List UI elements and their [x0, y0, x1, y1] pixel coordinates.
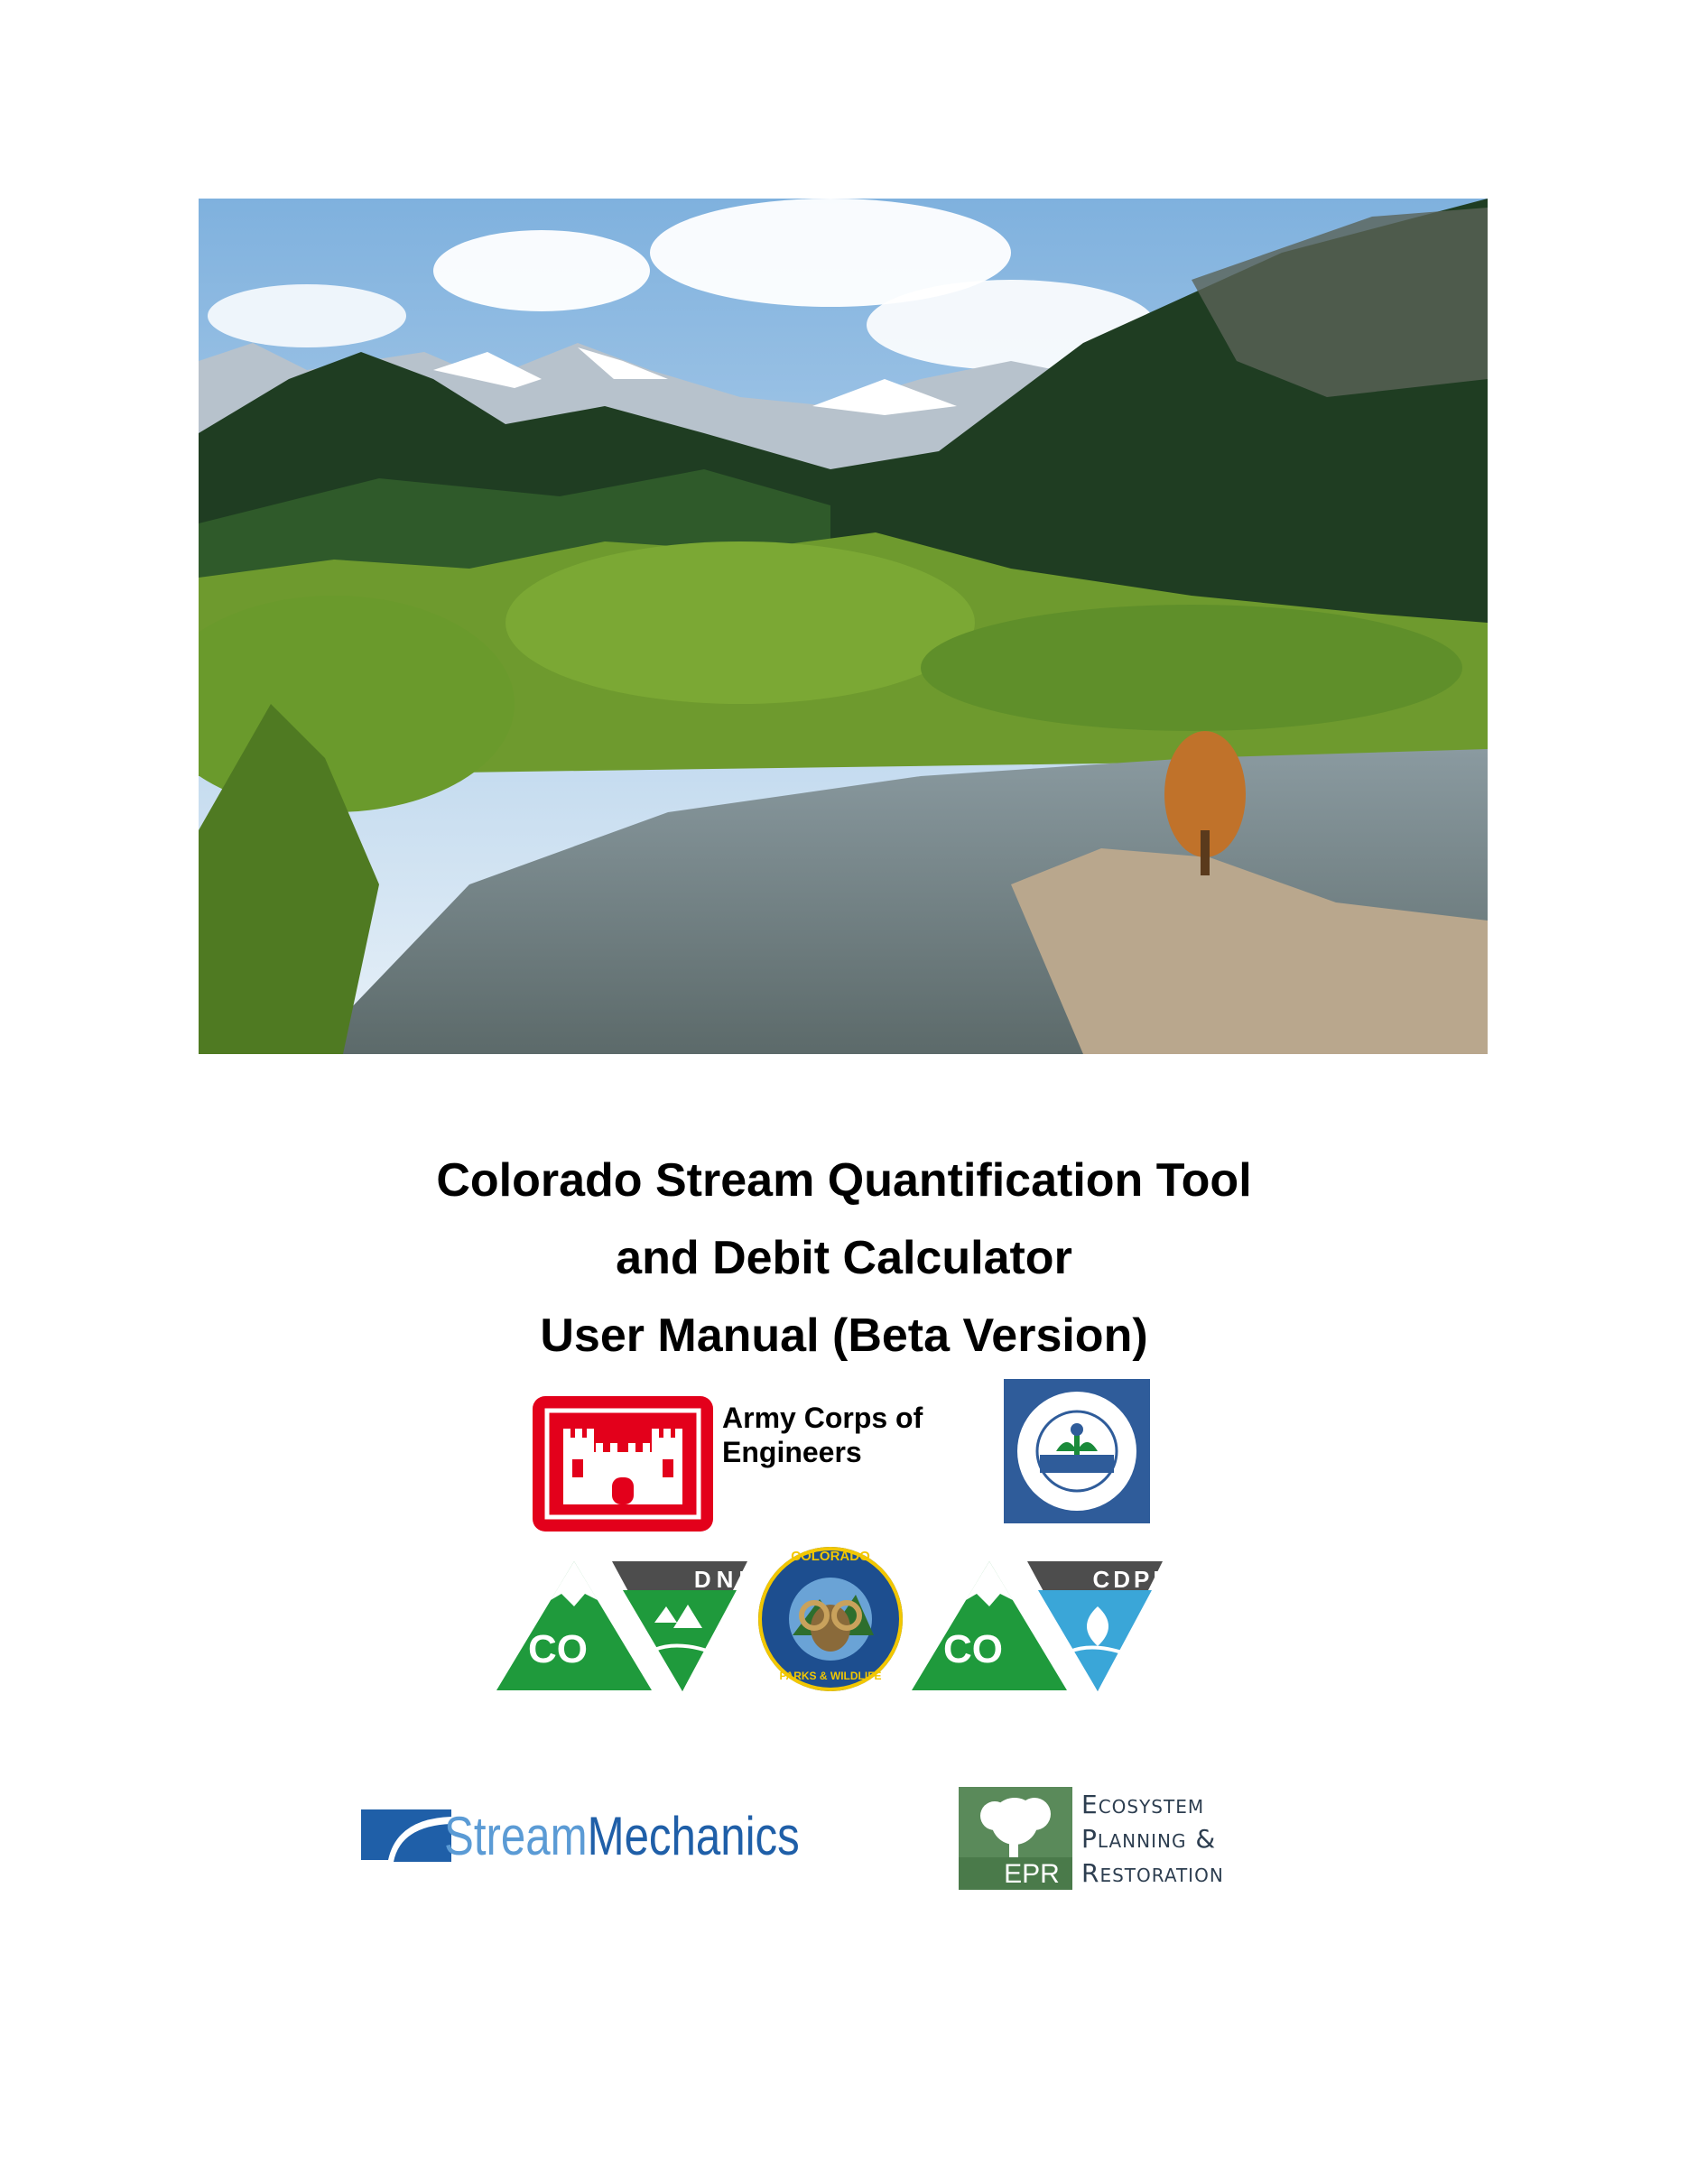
co-cdphe-label: CDPHE	[1092, 1566, 1193, 1593]
cpw-bottom-text: PARKS & WILDLIFE	[779, 1670, 882, 1682]
epr-line-1: Ecosystem	[1081, 1790, 1205, 1819]
usace-logo	[533, 1396, 713, 1532]
co-dnr-label: DNR	[693, 1566, 762, 1593]
epr-line-2: Planning &	[1081, 1824, 1217, 1854]
stream-mechanics-part1: Stream	[444, 1806, 588, 1866]
co-dnr-co-text: CO	[528, 1627, 588, 1671]
title-line-3: User Manual (Beta Version)	[540, 1309, 1148, 1362]
epr-mark-text: EPR	[1004, 1859, 1060, 1889]
epr-line-3: Restoration	[1081, 1858, 1224, 1888]
epa-logo	[1004, 1379, 1150, 1523]
co-cdphe-co-text: CO	[943, 1627, 1003, 1671]
cpw-top-text: COLORADO	[791, 1549, 870, 1564]
title-line-2: and Debit Calculator	[616, 1232, 1072, 1284]
cover-photo	[199, 199, 1488, 1054]
stream-mechanics-wordmark	[444, 1805, 800, 1868]
stream-mechanics-part2: Mechanics	[587, 1806, 800, 1866]
stream-mechanics-swoosh-icon	[361, 1809, 451, 1864]
title-line-1: Colorado Stream Quantification Tool	[436, 1154, 1252, 1207]
usace-text-line-2: Engineers	[722, 1436, 862, 1468]
usace-text-line-1: Army Corps of	[722, 1402, 923, 1434]
